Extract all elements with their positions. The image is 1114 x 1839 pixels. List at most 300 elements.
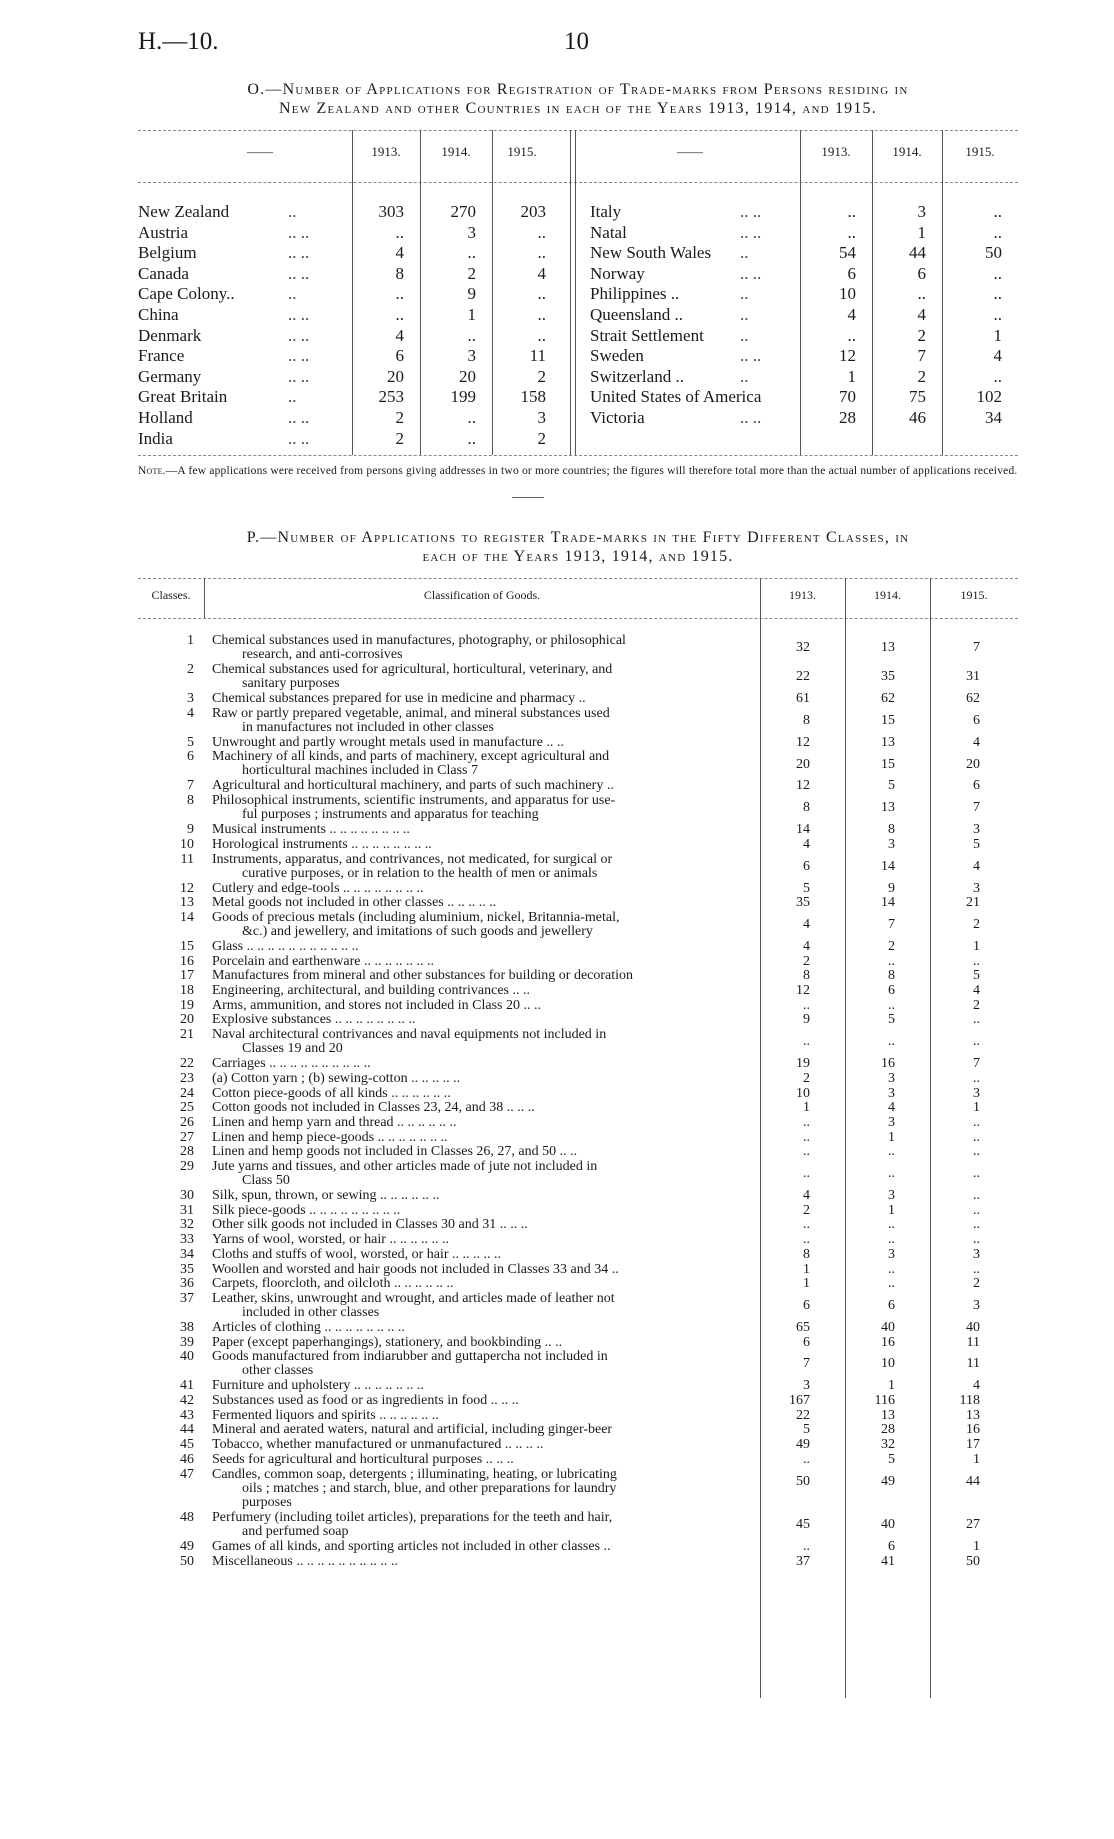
class-number: 15 [180, 938, 194, 954]
cell-y1914: 49 [881, 1473, 895, 1489]
cell-y1915: 2 [973, 997, 980, 1013]
classification-line: Classes 19 and 20 [242, 1041, 343, 1057]
class-number: 30 [180, 1188, 194, 1203]
leader-dots: .. .. [288, 243, 310, 263]
classification-line: Porcelain and earthenware .. .. .. .. .. .. .. [212, 953, 434, 969]
table-o-row [138, 429, 1018, 449]
cell-y1914: 3 [467, 346, 476, 366]
cell-y1915: .. [973, 953, 980, 969]
classification-line: Seeds for agricultural and horticultural purposes .. .. .. [212, 1451, 514, 1467]
table-o-col-header: 1914. [892, 144, 922, 159]
class-number: 43 [180, 1407, 194, 1423]
cell-y1913: 10 [839, 284, 856, 304]
table-p-row [138, 1101, 1018, 1115]
cell-y1913: 8 [395, 263, 404, 283]
table-o-row [138, 408, 1018, 428]
classification-line: Carpets, floorcloth, and oilcloth .. .. .. .. .. .. [212, 1276, 454, 1292]
cell-y1913: 4 [803, 938, 810, 954]
country-name: Holland [138, 408, 193, 427]
table-p-title-line1: P.—Number of Applications to register Trade-marks in the Fifty Different Classes, in [246, 529, 910, 546]
cell-y1913: 6 [803, 858, 810, 874]
cell-y1914: 14 [881, 858, 895, 874]
class-number: 6 [187, 749, 194, 765]
leader-dots: .. [740, 305, 749, 324]
cell-y1915: 5 [973, 836, 980, 852]
cell-y1913: .. [395, 222, 404, 242]
cell-y1913: 3 [803, 1378, 810, 1394]
table-p-row [138, 896, 1018, 910]
cell-y1914: 40 [881, 1319, 895, 1335]
classification-line: Carriages .. .. .. .. .. .. .. .. .. .. [212, 1056, 371, 1072]
table-o-top-rule [138, 130, 1018, 131]
country-name: Great Britain [138, 387, 228, 407]
cell-y1915: .. [973, 1261, 980, 1277]
table-p-row [138, 1453, 1018, 1467]
table-p-row [138, 1218, 1018, 1232]
cell-y1914: 1 [888, 1202, 895, 1218]
cell-y1914: 15 [881, 756, 895, 772]
cell-y1915: .. [973, 1202, 980, 1218]
cell-y1914: 7 [917, 346, 926, 366]
cell-y1913: 9 [803, 1012, 810, 1028]
class-number: 14 [180, 909, 194, 925]
table-p-row [138, 1145, 1018, 1159]
cell-y1915: .. [973, 1114, 980, 1130]
cell-y1915: 4 [993, 346, 1002, 366]
classification-line: Unwrought and partly wrought metals used in manufacture .. .. [212, 734, 564, 750]
cell-y1914: 6 [888, 1298, 895, 1314]
cell-y1914: 270 [450, 202, 476, 221]
cell-y1914: 4 [888, 1100, 895, 1116]
cell-y1913: 22 [796, 1407, 810, 1423]
cell-y1914: 20 [459, 366, 476, 386]
cell-y1913: 65 [796, 1319, 810, 1335]
class-number: 26 [180, 1114, 194, 1130]
class-number: 44 [180, 1422, 194, 1438]
class-number: 1 [187, 633, 194, 648]
country-name: Italy [590, 202, 622, 221]
cell-y1913: 28 [839, 408, 856, 427]
leader-dots: .. [740, 284, 749, 304]
cell-y1913: 1 [803, 1100, 810, 1116]
classification-line: Raw or partly prepared vegetable, animal, and mineral substances used [212, 705, 610, 721]
class-number: 3 [187, 691, 194, 706]
table-p-row [138, 692, 1018, 706]
table-p-row [138, 1072, 1018, 1086]
table-o-row [138, 243, 1018, 263]
class-number: 4 [187, 705, 194, 721]
cell-y1915: 4 [537, 263, 546, 283]
report-reference: H.—10. [138, 28, 219, 55]
table-o-bottom-rule [138, 455, 1018, 456]
cell-y1915: 2 [973, 917, 980, 933]
country-name: Germany [138, 366, 202, 386]
cell-y1913: 6 [847, 263, 856, 283]
cell-y1915: .. [537, 325, 546, 345]
classification-line: Miscellaneous .. .. .. .. .. .. .. .. .. .. [212, 1553, 398, 1569]
note-label: Note. [138, 465, 166, 477]
cell-y1913: 45 [796, 1516, 810, 1532]
table-o-row [138, 346, 1018, 366]
class-number: 46 [180, 1451, 194, 1467]
short-divider [512, 497, 544, 498]
cell-y1914: 75 [909, 387, 926, 407]
cell-y1915: 44 [966, 1473, 980, 1489]
class-number: 19 [180, 997, 194, 1013]
country-name: France [138, 346, 185, 366]
cell-y1913: 303 [378, 202, 404, 221]
table-p-col-header: 1913. [789, 588, 816, 602]
cell-y1915: 34 [985, 408, 1002, 427]
cell-y1915: .. [973, 1217, 980, 1233]
cell-y1913: .. [847, 325, 856, 345]
cell-y1914: 14 [881, 895, 895, 911]
cell-y1914: 13 [881, 1407, 895, 1423]
cell-y1914: 2 [467, 263, 476, 283]
cell-y1913: 5 [803, 1422, 810, 1438]
classification-line: sanitary purposes [242, 676, 340, 691]
table-p-row [138, 1116, 1018, 1130]
class-number: 33 [180, 1232, 194, 1248]
cell-y1914: .. [467, 325, 476, 345]
cell-y1915: 4 [973, 983, 980, 998]
cell-y1913: 1 [847, 366, 856, 386]
table-p-row [138, 1394, 1018, 1408]
class-number: 27 [180, 1129, 194, 1145]
country-name: Victoria [590, 408, 645, 427]
country-name: Queensland .. [590, 305, 684, 324]
country-name: Norway [590, 263, 645, 283]
cell-y1915: .. [993, 366, 1002, 386]
cell-y1914: 41 [881, 1553, 895, 1569]
classification-line: in manufactures not included in other classes [242, 719, 494, 735]
classification-line: Mineral and aerated waters, natural and artificial, including ginger-beer [212, 1422, 613, 1438]
class-number: 11 [180, 851, 194, 867]
table-p-row [138, 1277, 1018, 1291]
class-number: 45 [180, 1437, 194, 1453]
table-p-row [138, 779, 1018, 793]
table-p-row [138, 794, 1018, 823]
cell-y1915: 118 [959, 1393, 980, 1408]
cell-y1914: 2 [917, 366, 926, 386]
cell-y1914: 5 [888, 1012, 895, 1028]
cell-y1915: .. [537, 243, 546, 263]
cell-y1915: 50 [966, 1553, 980, 1569]
leader-dots: .. .. [740, 263, 762, 283]
cell-y1915: .. [537, 305, 546, 324]
cell-y1913: 8 [803, 712, 810, 728]
cell-y1913: 50 [796, 1473, 810, 1489]
class-number: 42 [180, 1393, 194, 1408]
cell-y1915: .. [973, 1129, 980, 1145]
cell-y1914: 2 [888, 938, 895, 954]
table-p-row [138, 1057, 1018, 1071]
cell-y1915: 7 [973, 640, 980, 656]
cell-y1915: 11 [966, 1356, 980, 1372]
table-o-note [138, 465, 1018, 478]
table-o-header-rule [138, 182, 1018, 183]
cell-y1915: 16 [966, 1422, 980, 1438]
cell-y1913: 8 [803, 968, 810, 984]
cell-y1913: 6 [395, 346, 404, 366]
class-number: 38 [180, 1319, 194, 1335]
cell-y1914: 7 [888, 917, 895, 933]
cell-y1915: 4 [973, 1378, 980, 1394]
classification-line: Linen and hemp goods not included in Classes 26, 27, and 50 .. .. [212, 1144, 578, 1160]
cell-y1914: 6 [888, 983, 895, 998]
cell-y1913: 2 [803, 953, 810, 969]
country-name: United States of America [590, 387, 762, 407]
cell-y1914: 16 [881, 1056, 895, 1072]
cell-y1913: 54 [839, 243, 856, 263]
cell-y1914: 6 [888, 1538, 895, 1554]
leader-dots: .. .. [288, 263, 310, 283]
cell-y1915: .. [993, 305, 1002, 324]
cell-y1914: 8 [888, 968, 895, 984]
classification-line: Fermented liquors and spirits .. .. .. .. .. .. [212, 1407, 439, 1423]
class-number: 22 [180, 1056, 194, 1072]
table-p-row [138, 1292, 1018, 1321]
classification-line: Games of all kinds, and sporting articles not included in other classes .. [212, 1538, 611, 1554]
class-number: 35 [180, 1261, 194, 1277]
cell-y1914: 1 [917, 222, 926, 242]
classification-line: Leather, skins, unwrought and wrought, and articles made of leather not [212, 1290, 615, 1306]
class-number: 21 [180, 1027, 194, 1043]
cell-y1914: 3 [917, 202, 926, 221]
table-o-col-header: 1915. [507, 144, 537, 159]
cell-y1915: 31 [966, 669, 980, 685]
table-p-row [138, 1379, 1018, 1393]
classification-line: Glass .. .. .. .. .. .. .. .. .. .. .. [212, 938, 359, 954]
classification-line: Candles, common soap, detergents ; illuminating, heating, or lubricating [212, 1466, 617, 1482]
class-number: 50 [180, 1553, 194, 1569]
cell-y1914: .. [467, 408, 476, 427]
class-number: 16 [180, 953, 194, 969]
cell-y1914: 46 [909, 408, 926, 427]
cell-y1913: .. [847, 202, 856, 221]
table-p-row [138, 1248, 1018, 1262]
cell-y1913: 61 [796, 691, 810, 706]
classification-line: Chemical substances used for agricultural, horticultural, veterinary, and [212, 662, 613, 677]
note-text: —A few applications were received from persons giving addresses in two or more countries; the figures will therefore total more than the actual number of applications received. [165, 465, 1018, 477]
cell-y1915: 6 [973, 712, 980, 728]
cell-y1915: 4 [973, 858, 980, 874]
cell-y1913: .. [803, 1034, 810, 1050]
class-number: 36 [180, 1276, 194, 1292]
table-p-row [138, 1555, 1018, 1569]
cell-y1914: 3 [888, 1114, 895, 1130]
cell-y1914: 13 [881, 800, 895, 816]
cell-y1913: 14 [796, 822, 810, 838]
country-name: India [138, 428, 173, 448]
classification-line: Engineering, architectural, and building contrivances .. .. [212, 983, 531, 998]
classification-line: Machinery of all kinds, and parts of machinery, except agricultural and [212, 749, 610, 765]
cell-y1915: 1 [973, 1538, 980, 1554]
cell-y1914: 3 [888, 1188, 895, 1203]
cell-y1913: 22 [796, 669, 810, 685]
class-number: 20 [180, 1012, 194, 1028]
table-p-row [138, 1233, 1018, 1247]
table-o-row [138, 387, 1018, 407]
cell-y1915: 1 [973, 1100, 980, 1116]
cell-y1913: 37 [796, 1553, 810, 1569]
classification-line: (a) Cotton yarn ; (b) sewing-cotton .. .. .. .. .. [212, 1070, 461, 1086]
country-name: New Zealand [138, 202, 230, 221]
cell-y1913: 2 [803, 1202, 810, 1218]
cell-y1914: 40 [881, 1516, 895, 1532]
table-p-row [138, 999, 1018, 1013]
cell-y1914: 9 [467, 284, 476, 304]
cell-y1914: .. [888, 1276, 895, 1292]
cell-y1915: 2 [973, 1276, 980, 1292]
table-o-col-header: 1915. [965, 144, 995, 159]
cell-y1914: 13 [881, 734, 895, 750]
class-number: 31 [180, 1202, 194, 1218]
table-p-row [138, 1321, 1018, 1335]
class-number: 39 [180, 1334, 194, 1350]
cell-y1914: 10 [881, 1356, 895, 1372]
table-p-row [138, 838, 1018, 852]
class-number: 40 [180, 1349, 194, 1365]
cell-y1915: 50 [985, 243, 1002, 263]
table-p-row [138, 1028, 1018, 1057]
table-p-row [138, 736, 1018, 750]
cell-y1913: 49 [796, 1437, 810, 1453]
cell-y1915: 5 [973, 968, 980, 984]
country-name: Cape Colony.. [138, 284, 235, 304]
cell-y1915: 6 [973, 778, 980, 794]
table-p-row [138, 1540, 1018, 1554]
class-number: 28 [180, 1144, 194, 1160]
table-o-col-header: 1913. [371, 144, 401, 159]
country-name: Denmark [138, 325, 202, 345]
cell-y1914: 16 [881, 1334, 895, 1350]
classification-line: Manufactures from mineral and other substances for building or decoration [212, 968, 634, 984]
cell-y1914: 116 [874, 1393, 895, 1408]
table-o-row [138, 367, 1018, 387]
country-name: Switzerland .. [590, 366, 684, 386]
cell-y1914: 3 [888, 836, 895, 852]
leader-dots: .. .. [288, 222, 310, 242]
cell-y1915: 2 [537, 428, 546, 448]
classification-line: Metal goods not included in other classes .. .. .. .. .. [212, 895, 497, 911]
cell-y1913: 2 [395, 428, 404, 448]
cell-y1915: 3 [537, 408, 546, 427]
class-number: 32 [180, 1217, 194, 1233]
leader-dots: .. [288, 202, 297, 221]
cell-y1913: 35 [796, 895, 810, 911]
class-number: 13 [180, 895, 194, 911]
cell-y1914: 1 [888, 1378, 895, 1394]
classification-line: Cutlery and edge-tools .. .. .. .. .. .. .. .. [212, 880, 424, 896]
classification-line: oils ; matches ; and starch, blue, and other preparations for laundry [242, 1480, 617, 1496]
cell-y1913: 70 [839, 387, 856, 407]
table-o-title-line2: New Zealand and other Countries in each of the Years 1913, 1914, and 1915. [279, 100, 877, 117]
class-number: 24 [180, 1085, 194, 1101]
classification-line: Linen and hemp yarn and thread .. .. .. .. .. .. [212, 1114, 457, 1130]
cell-y1913: 5 [803, 880, 810, 896]
cell-y1914: 2 [917, 325, 926, 345]
cell-y1913: 8 [803, 1246, 810, 1262]
table-p-row [138, 969, 1018, 983]
cell-y1913: 253 [378, 387, 404, 407]
cell-y1914: 9 [888, 880, 895, 896]
classification-line: Instruments, apparatus, and contrivances, not medicated, for surgical or [212, 851, 613, 867]
cell-y1914: .. [888, 997, 895, 1013]
classification-line: Paper (except paperhangings), stationery, and bookbinding .. .. [212, 1334, 563, 1350]
cell-y1914: 1 [467, 305, 476, 324]
cell-y1915: .. [993, 263, 1002, 283]
cell-y1915: 203 [520, 202, 546, 221]
cell-y1913: 12 [839, 346, 856, 366]
class-number: 48 [180, 1509, 194, 1525]
leader-dots: .. [740, 325, 749, 345]
table-p-row [138, 1013, 1018, 1027]
leader-dots: .. .. [288, 325, 310, 345]
country-name: New South Wales [590, 243, 712, 263]
classification-line: Goods manufactured from indiarubber and guttapercha not included in [212, 1349, 608, 1365]
leader-dots: .. [288, 387, 297, 407]
table-o-row [138, 202, 1018, 222]
table-o-title-line1: O.—Number of Applications for Registration of Trade-marks from Persons residing in [247, 81, 909, 98]
cell-y1913: .. [803, 1129, 810, 1145]
class-number: 37 [180, 1290, 194, 1306]
cell-y1913: .. [803, 1217, 810, 1233]
cell-y1913: 4 [395, 325, 404, 345]
cell-y1913: .. [847, 222, 856, 242]
class-number: 17 [180, 968, 194, 984]
leader-dots: .. .. [740, 222, 762, 242]
cell-y1913: 4 [395, 243, 404, 263]
cell-y1915: 102 [976, 387, 1002, 407]
cell-y1915: .. [973, 1232, 980, 1248]
cell-y1913: 8 [803, 800, 810, 816]
classification-line: Jute yarns and tissues, and other articles made of jute not included in [212, 1159, 598, 1174]
classification-line: Chemical substances used in manufactures, photography, or philosophical [212, 633, 626, 648]
table-o-col-header: —— [247, 144, 273, 159]
cell-y1913: 12 [796, 983, 810, 998]
cell-y1913: .. [803, 997, 810, 1013]
table-p-title [138, 528, 1018, 566]
table-o-col-header: 1914. [441, 144, 471, 159]
cell-y1913: 4 [803, 917, 810, 933]
classification-line: Furniture and upholstery .. .. .. .. .. .. .. [212, 1378, 424, 1394]
class-number: 8 [187, 793, 194, 809]
leader-dots: .. .. [740, 202, 762, 221]
cell-y1914: 44 [909, 243, 926, 263]
leader-dots: .. [288, 284, 297, 304]
cell-y1915: 62 [966, 691, 980, 706]
cell-y1915: 1 [973, 1451, 980, 1467]
cell-y1914: 6 [917, 263, 926, 283]
country-name: China [138, 305, 179, 324]
cell-y1915: .. [973, 1070, 980, 1086]
country-name: Philippines .. [590, 284, 680, 304]
cell-y1915: .. [973, 1012, 980, 1028]
class-number: 2 [187, 662, 194, 677]
classification-line: Articles of clothing .. .. .. .. .. .. .. .. [212, 1319, 405, 1335]
classification-line: Linen and hemp piece-goods .. .. .. .. .. .. .. [212, 1129, 448, 1145]
table-p-row [138, 1087, 1018, 1101]
table-p-row [138, 1350, 1018, 1379]
table-p-row [138, 1438, 1018, 1452]
class-number: 10 [180, 836, 194, 852]
cell-y1914: 3 [888, 1085, 895, 1101]
cell-y1914: .. [888, 1034, 895, 1050]
table-p-col-header: Classification of Goods. [423, 588, 541, 602]
table-p-row [138, 1160, 1018, 1189]
cell-y1913: .. [803, 1166, 810, 1182]
